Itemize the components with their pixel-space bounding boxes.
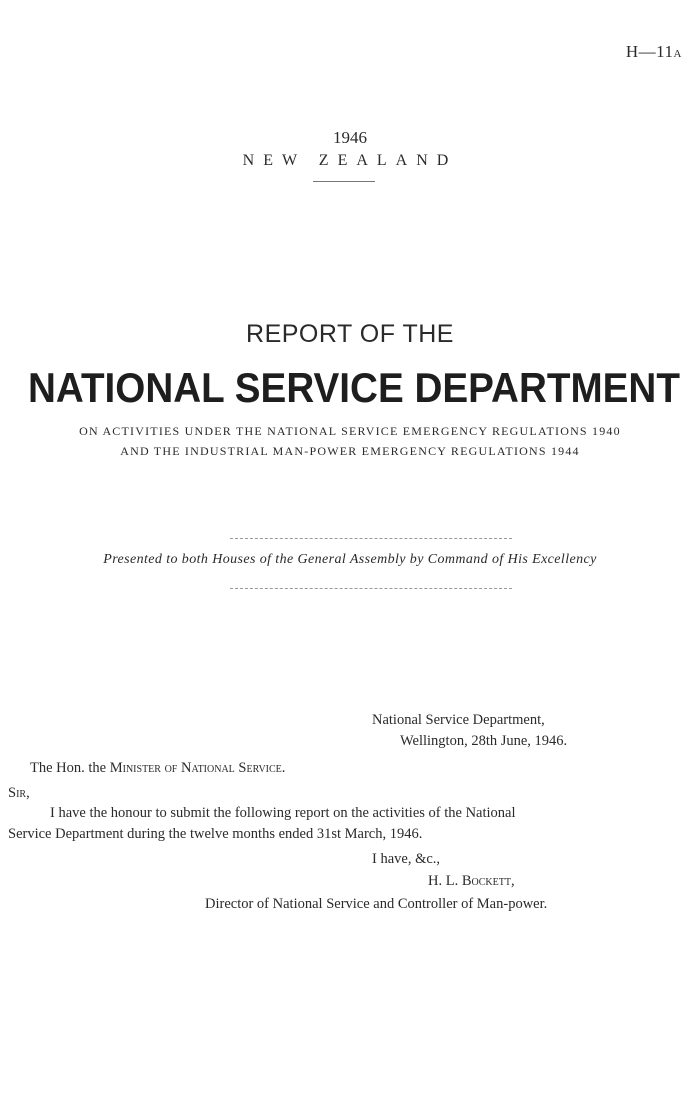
letter-signer: [428, 873, 515, 890]
signer-initials: H. L.: [428, 873, 462, 889]
report-year: 1946: [333, 128, 367, 147]
subtitle-line-1: ON ACTIVITIES UNDER THE NATIONAL SERVICE EMERGENCY REGULATIONS 1940: [79, 424, 621, 438]
addressee-title: Minister of National Service: [109, 760, 282, 776]
document-code-suffix: A: [673, 48, 682, 60]
presentation-divider-top: [230, 538, 512, 539]
country-name: NEW ZEALAND: [242, 152, 458, 169]
document-code-main: H—11: [625, 42, 674, 61]
addressee-suffix: .: [281, 760, 286, 776]
letter-body-line-2: Service Department during the twelve months ended 31st March, 1946.: [8, 826, 423, 842]
letter-closing: I have, &c.,: [372, 851, 441, 867]
signer-surname: Bockett: [461, 873, 511, 889]
department-title: NATIONAL SERVICE DEPARTMENT: [28, 364, 680, 411]
signer-suffix: ,: [510, 873, 515, 889]
presentation-statement: Presented to both Houses of the General Assembly by Command of His Excellency: [103, 552, 597, 567]
letter-body-line-1: I have the honour to submit the following report on the activities of the National: [50, 805, 516, 821]
document-code: [626, 42, 682, 62]
letter-address-line-1: National Service Department,: [372, 712, 545, 728]
subtitle-line-2: AND THE INDUSTRIAL MAN-POWER EMERGENCY REGULATIONS 1944: [120, 444, 580, 458]
signer-title: Director of National Service and Controller of Man-power.: [205, 896, 548, 912]
addressee-prefix: The Hon. the: [30, 760, 110, 776]
report-of-heading: REPORT OF THE: [246, 320, 454, 348]
title-divider: [313, 181, 375, 182]
letter-salutation: Sir,: [8, 785, 30, 801]
presentation-divider-bottom: [230, 588, 512, 589]
letter-address-line-2: Wellington, 28th June, 1946.: [400, 733, 568, 749]
letter-addressee: [30, 760, 285, 777]
